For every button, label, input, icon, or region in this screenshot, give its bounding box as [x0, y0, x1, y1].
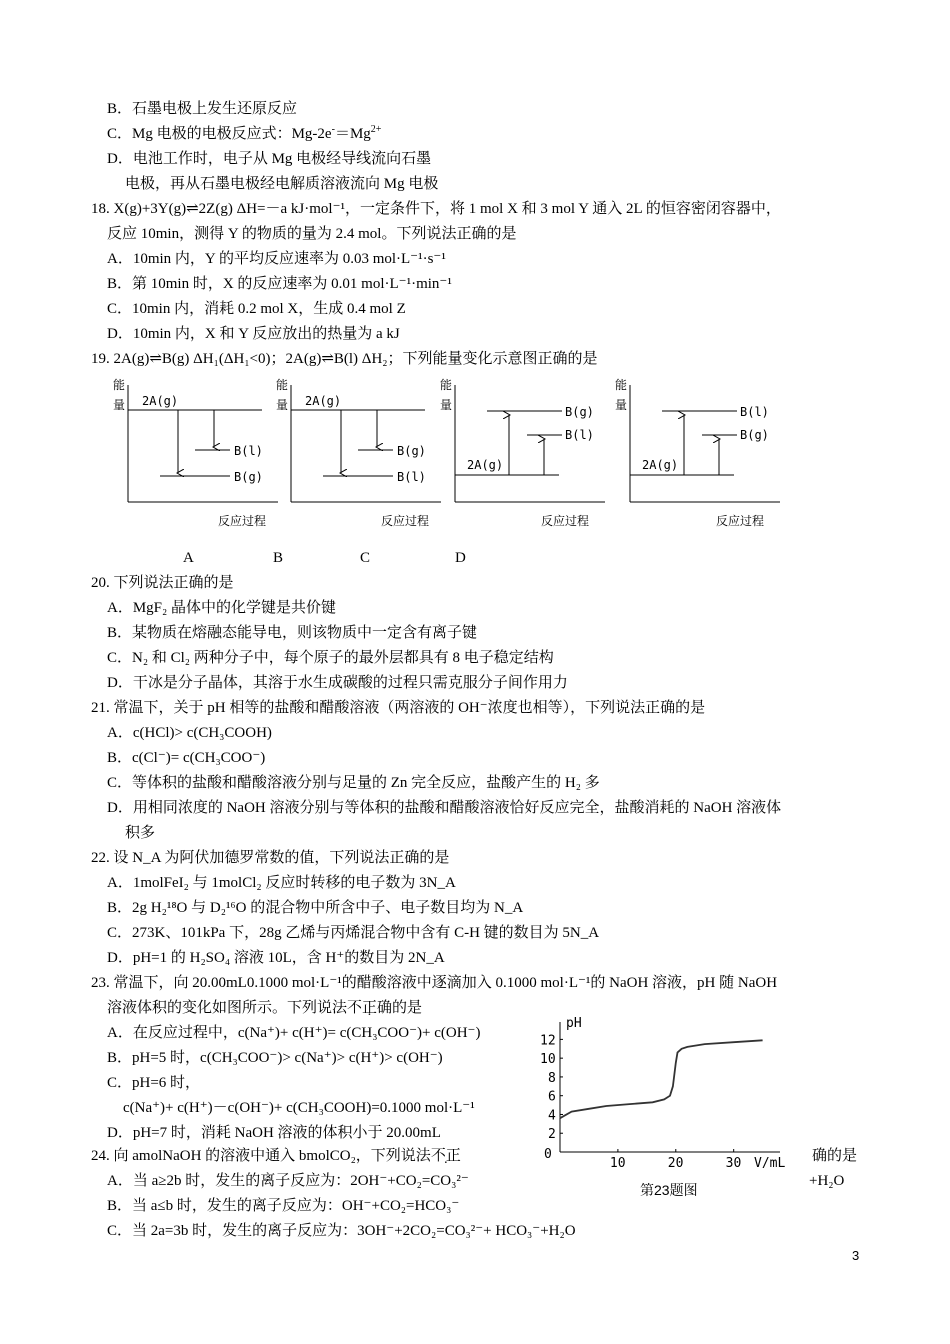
svg-text:能: 能	[276, 378, 289, 392]
q20-option-d: D．干冰是分子晶体，其溶于水生成碳酸的过程只需克服分子间作用力	[107, 675, 568, 691]
diagram-a-ylabel2: 量	[113, 398, 126, 412]
q21-option-d: D．用相同浓度的 NaOH 溶液分别与等体积的盐酸和醋酸溶液恰好反应完全，盐酸消耗的 NaOH 溶液体	[107, 800, 782, 816]
q17-option-b: B．石墨电极上发生还原反应	[107, 101, 298, 117]
q24-stem-tail: 确的是	[812, 1148, 858, 1164]
q19-stem: 19. 2A(g)⇌B(g) ΔH₁(ΔH₁<0)；2A(g)⇌B(l) ΔH₂；下列能量变化示意图正确的是	[91, 351, 598, 367]
y-tick-label: 4	[548, 1108, 556, 1124]
q18-stem: 18. X(g)+3Y(g)⇌2Z(g) ΔH=－a kJ·mol⁻¹，一定条件下，将 1 mol X 和 3 mol Y 通入 2L 的恒容密闭容器中，	[91, 201, 781, 217]
q19-label-c: C	[360, 550, 371, 566]
q21-stem: 21. 常温下，关于 pH 相等的盐酸和醋酸溶液（两溶液的 OH⁻浓度也相等），下列说法正确的是	[91, 700, 706, 716]
chart-caption: 第23题图	[640, 1182, 698, 1198]
q22-option-d: D．pH=1 的 H₂SO₄ 溶液 10L，含 H⁺的数目为 2N_A	[107, 950, 445, 966]
q23-option-b: B．pH=5 时，c(CH₃COO⁻)> c(Na⁺)> c(H⁺)> c(OH⁻)	[107, 1050, 443, 1066]
svg-text:2A(g): 2A(g)	[642, 458, 679, 472]
x-tick-label: 10	[609, 1156, 626, 1171]
svg-text:反应过程: 反应过程	[218, 514, 267, 528]
svg-text:能: 能	[615, 378, 628, 392]
page-number: 3	[852, 1248, 860, 1263]
q24-option-a-tail: +H₂O	[809, 1173, 845, 1189]
q20-stem: 20. 下列说法正确的是	[91, 575, 234, 591]
diagram-d	[615, 377, 780, 528]
origin-tick-label: 0	[544, 1147, 552, 1162]
q18-option-a: A．10min 内，Y 的平均反应速率为 0.03 mol·L⁻¹·s⁻¹	[107, 251, 446, 267]
q24-option-c: C．当 2a=3b 时，发生的离子反应为：3OH⁻+2CO₂=CO₃²⁻+ HCO₃⁻+H₂O	[107, 1223, 576, 1239]
diagram-c	[440, 377, 605, 528]
svg-text:B(g): B(g)	[234, 470, 263, 484]
y-axis-label: pH	[566, 1016, 582, 1031]
q19-label-d: D	[455, 550, 466, 566]
q24-option-a: A．当 a≥2b 时，发生的离子反应为：2OH⁻+CO₂=CO₃²⁻	[107, 1173, 469, 1189]
y-tick-label: 2	[548, 1127, 556, 1143]
q18-option-b: B．第 10min 时，X 的反应速率为 0.01 mol·L⁻¹·min⁻¹	[107, 276, 452, 292]
q17-option-d: D．电池工作时，电子从 Mg 电极经导线流向石墨	[107, 151, 432, 167]
q18-option-c: C．10min 内，消耗 0.2 mol X，生成 0.4 mol Z	[107, 301, 406, 317]
diagram-b	[276, 377, 441, 528]
q22-option-a: A．1molFeI₂ 与 1molCl₂ 反应时转移的电子数为 3N_A	[107, 875, 456, 891]
q21-option-c: C．等体积的盐酸和醋酸溶液分别与足量的 Zn 完全反应，盐酸产生的 H₂ 多	[107, 775, 600, 791]
svg-text:2A(g): 2A(g)	[142, 394, 179, 408]
svg-text:B(l): B(l)	[740, 405, 769, 419]
q22-option-c: C．273K、101kPa 下，28g 乙烯与丙烯混合物中含有 C-H 键的数目为 5N_A	[107, 925, 600, 941]
q20-option-c: C．N₂ 和 Cl₂ 两种分子中，每个原子的最外层都具有 8 电子稳定结构	[107, 650, 554, 666]
q23-stem: 23. 常温下，向 20.00mL0.1000 mol·L⁻¹的醋酸溶液中逐滴加入 0.1000 mol·L⁻¹的 NaOH 溶液，pH 随 NaOH	[91, 975, 778, 991]
y-tick-label: 12	[540, 1033, 556, 1049]
svg-text:量: 量	[615, 398, 628, 412]
x-axis-label: V/mL	[754, 1156, 786, 1171]
q17-option-c: C．Mg 电极的电极反应式：$Mg-2e^-=Mg^{2+}$	[107, 124, 382, 142]
svg-text:量: 量	[440, 398, 453, 412]
diagram-a-ylabel1: 能	[113, 378, 126, 392]
x-tick-label: 20	[667, 1156, 684, 1171]
svg-text:2A(g): 2A(g)	[305, 394, 342, 408]
svg-text:B(l): B(l)	[565, 428, 594, 442]
q21-option-b: B．c(Cl⁻)= c(CH₃COO⁻)	[107, 750, 266, 766]
x-tick-label: 30	[725, 1156, 742, 1171]
q22-option-b: B．2g H₂¹⁸O 与 D₂¹⁶O 的混合物中所含中子、电子数目均为 N_A	[107, 900, 524, 916]
svg-text:B(g): B(g)	[397, 444, 426, 458]
ph-titration-chart	[520, 1015, 790, 1171]
svg-text:反应过程: 反应过程	[716, 514, 765, 528]
svg-text:B(l): B(l)	[397, 470, 426, 484]
q21-option-a: A．c(HCl)> c(CH₃COOH)	[107, 725, 272, 741]
q23-option-a: A．在反应过程中，c(Na⁺)+ c(H⁺)= c(CH₃COO⁻)+ c(OH⁻)	[107, 1025, 481, 1041]
svg-text:B(l): B(l)	[234, 444, 263, 458]
svg-text:反应过程: 反应过程	[541, 514, 590, 528]
y-tick-label: 6	[548, 1089, 556, 1105]
q17-option-d-cont: 电极，再从石墨电极经电解质溶液流向 Mg 电极	[125, 176, 439, 192]
q23-option-c-cont: c(Na⁺)+ c(H⁺)－c(OH⁻)+ c(CH₃COOH)=0.1000 mol·L⁻¹	[123, 1100, 475, 1116]
diagram-a	[113, 377, 278, 528]
q23-stem-cont: 溶液体积的变化如图所示。下列说法不正确的是	[107, 1000, 423, 1016]
svg-text:B(g): B(g)	[740, 428, 769, 442]
q24-stem: 24. 向 amolNaOH 的溶液中通入 bmolCO₂，下列说法不正	[91, 1148, 461, 1164]
q23-option-d: D．pH=7 时，消耗 NaOH 溶液的体积小于 20.00mL	[107, 1125, 441, 1141]
q20-option-b: B．某物质在熔融态能导电，则该物质中一定含有离子键	[107, 625, 478, 641]
q24-option-b: B．当 a≤b 时，发生的离子反应为：OH⁻+CO₂=HCO₃⁻	[107, 1198, 460, 1214]
energy-diagrams	[100, 375, 800, 535]
y-tick-label: 8	[548, 1070, 556, 1086]
q18-option-d: D．10min 内，X 和 Y 反应放出的热量为 a kJ	[107, 326, 400, 342]
q19-label-a: A	[183, 550, 194, 566]
ph-curve	[560, 1040, 763, 1118]
svg-text:反应过程: 反应过程	[381, 514, 430, 528]
svg-text:能: 能	[440, 378, 453, 392]
svg-text:B(g): B(g)	[565, 405, 594, 419]
q22-stem: 22. 设 N_A 为阿伏加德罗常数的值，下列说法正确的是	[91, 850, 450, 866]
q19-label-b: B	[273, 550, 284, 566]
q20-option-a: A．MgF₂ 晶体中的化学键是共价键	[107, 600, 336, 616]
q23-option-c: C．pH=6 时，	[107, 1075, 201, 1091]
svg-text:2A(g): 2A(g)	[467, 458, 504, 472]
q21-option-d-cont: 积多	[125, 825, 156, 841]
y-tick-label: 10	[540, 1052, 556, 1068]
svg-text:量: 量	[276, 398, 289, 412]
q18-stem-cont: 反应 10min，测得 Y 的物质的量为 2.4 mol。下列说法正确的是	[107, 226, 517, 242]
